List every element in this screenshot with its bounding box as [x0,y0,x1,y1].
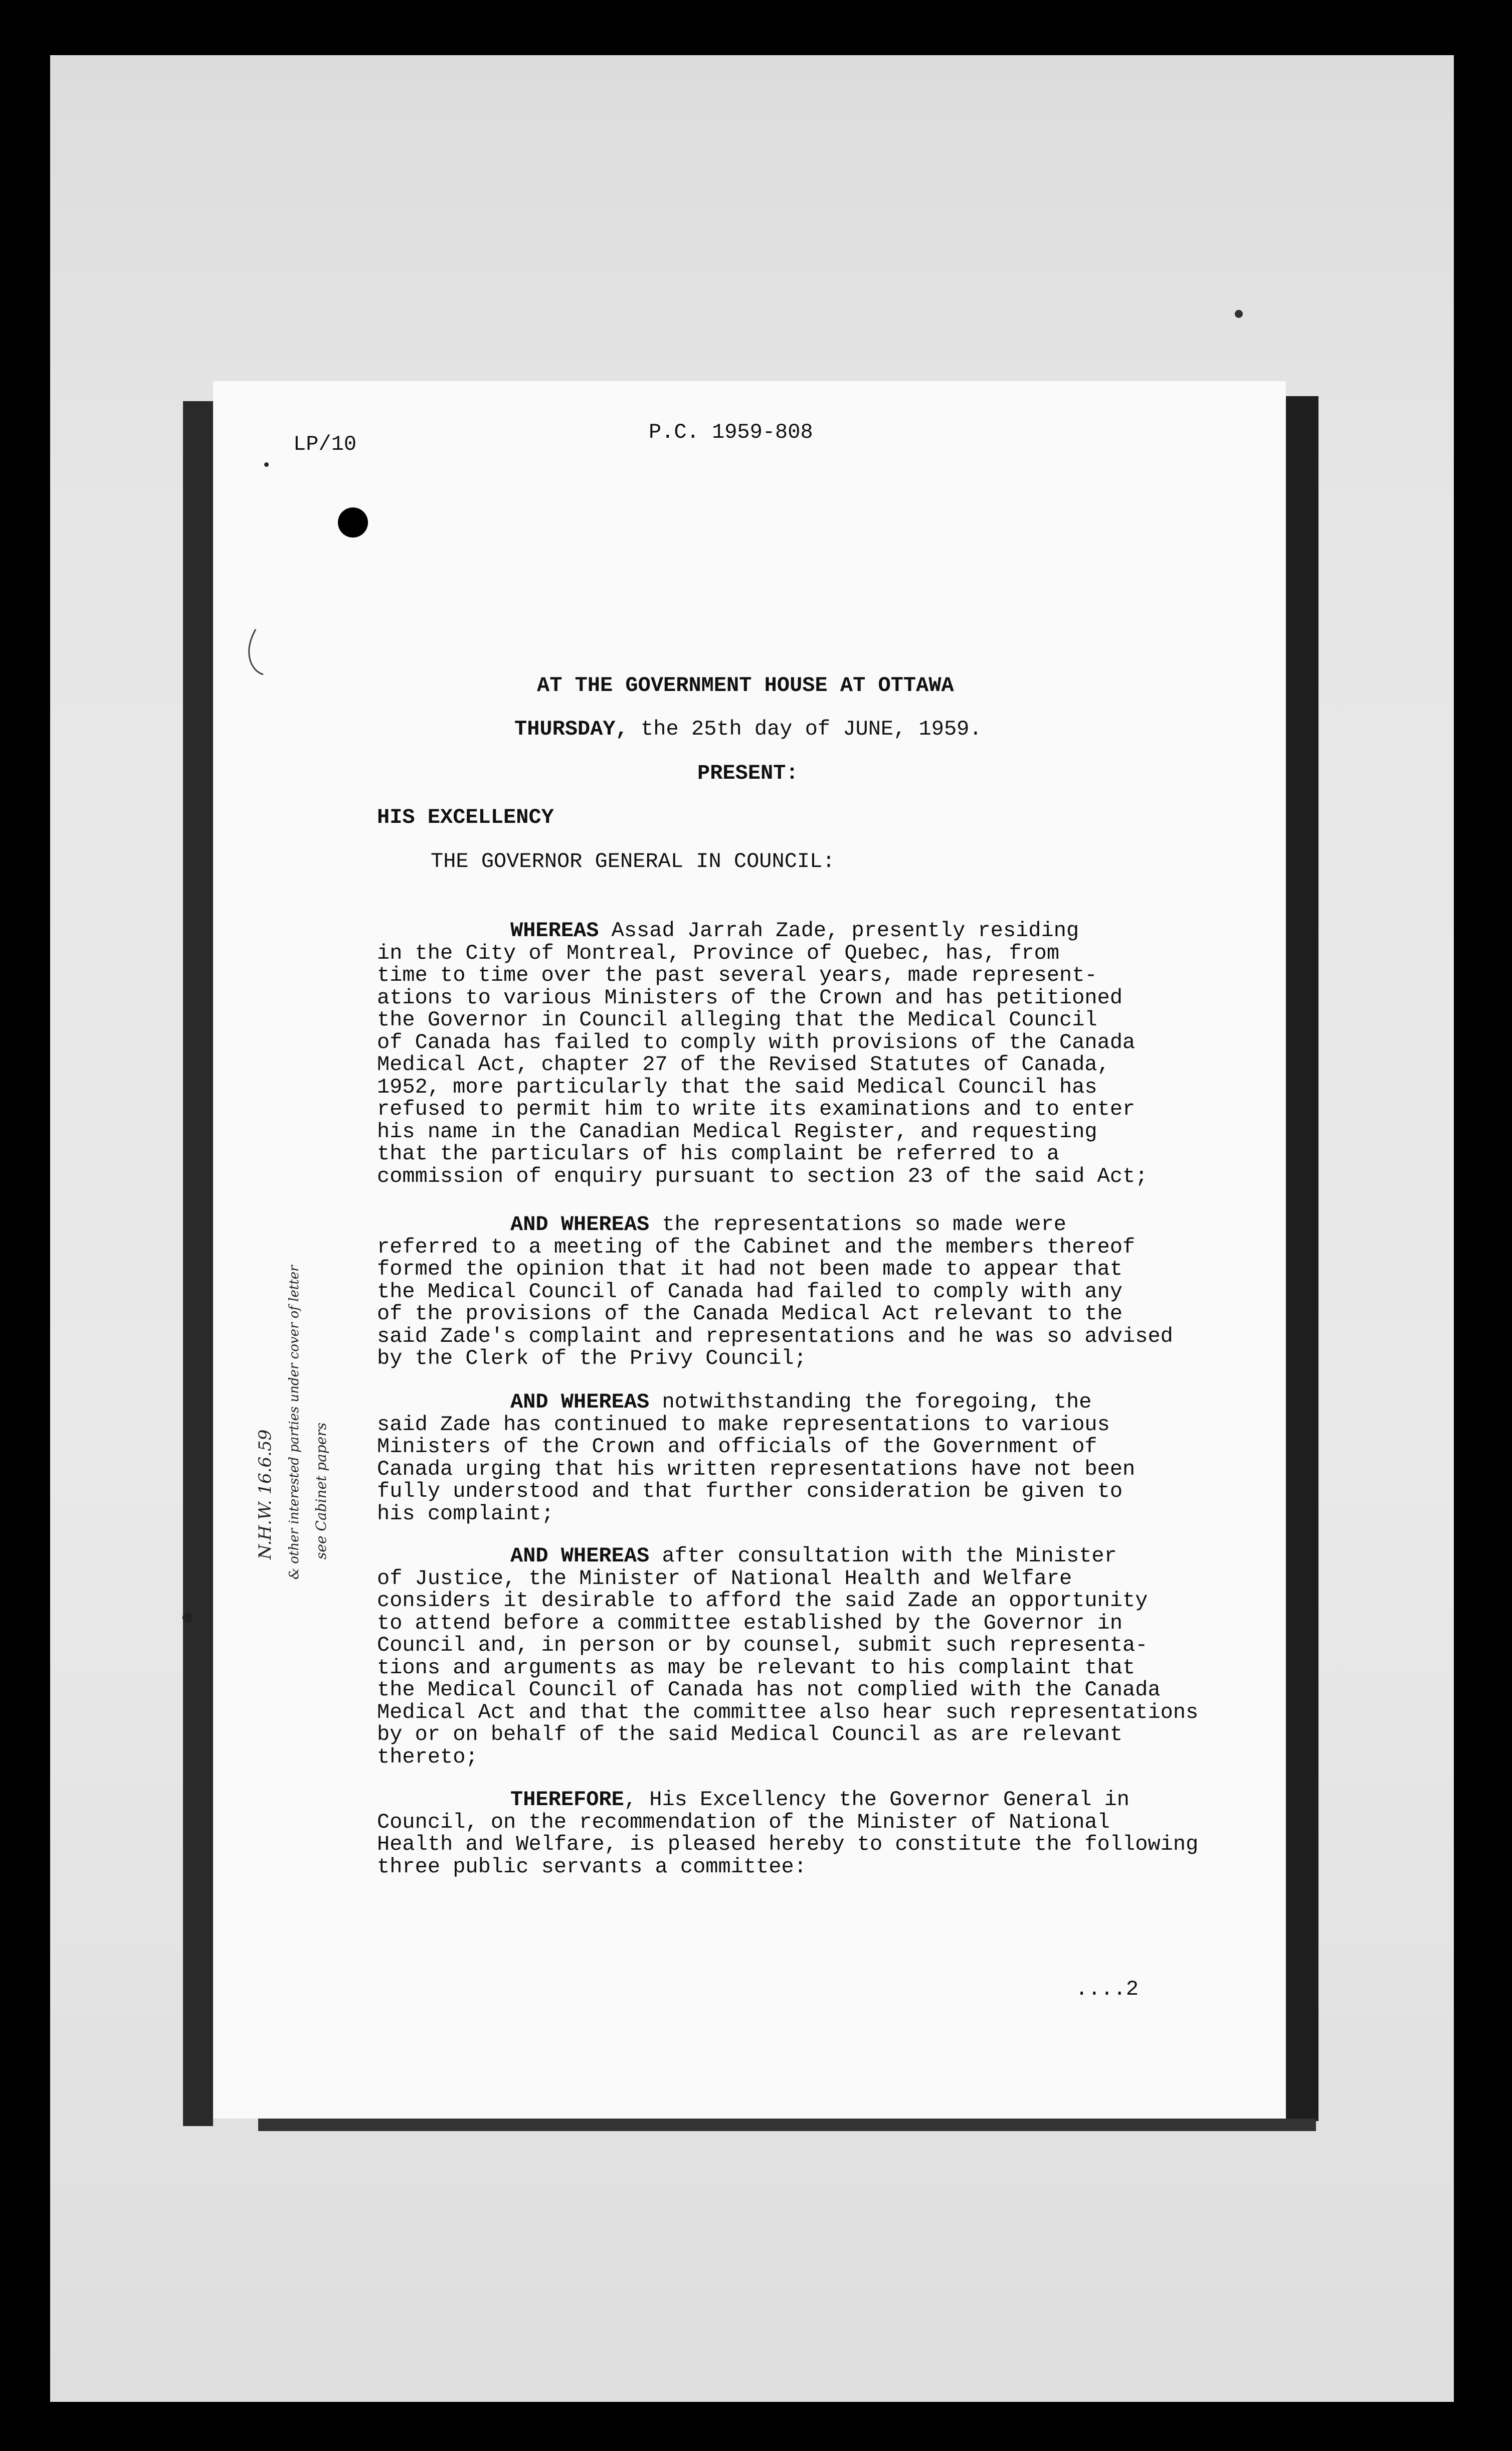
paragraph-line: fully understood and that further consideration be given to [377,1479,1123,1503]
paragraph-line: thereto; [377,1744,478,1769]
paragraph-line: Health and Welfare, is pleased hereby to constitute the following [377,1832,1199,1856]
paragraph-lead: AND WHEREAS [510,1390,650,1414]
paragraph-line: of Justice, the Minister of National Health and Welfare [377,1566,1072,1591]
paragraph-lead: AND WHEREAS [510,1544,650,1568]
paragraph-lead-rest: after consultation with the Minister [649,1544,1117,1568]
paragraph-lead: AND WHEREAS [510,1212,650,1237]
paragraph-first-line [510,1213,1066,1236]
handwriting-line-2: & other interested parties under cover of letter [287,1265,302,1580]
paragraph-line: in the City of Montreal, Province of Quebec, has, from [377,941,1060,965]
location-line: AT THE GOVERNMENT HOUSE AT OTTAWA [537,673,954,697]
handwritten-margin-note [236,1198,376,1590]
paragraph-line: his complaint; [377,1501,554,1526]
paragraph-line: Ministers of the Crown and officials of the Government of [377,1435,1097,1459]
paragraph-line: referred to a meeting of the Cabinet and the members thereof [377,1235,1136,1259]
date-rest: the 25th day of JUNE, 1959. [628,717,982,741]
paragraph-line: the Governor in Council alleging that the Medical Council [377,1008,1097,1032]
paragraph-line: by or on behalf of the said Medical Council as are relevant [377,1722,1123,1746]
paragraph-line: formed the opinion that it had not been made to appear that [377,1257,1123,1281]
paragraph-line: to attend before a committee established by the Governor in [377,1611,1123,1635]
paragraph-line: the Medical Council of Canada had failed to comply with any [377,1279,1123,1304]
paragraph-line: of the provisions of the Canada Medical Act relevant to the [377,1302,1123,1326]
continuation-marker: ....2 [1075,1977,1139,2001]
page-shadow-bottom [258,2119,1316,2131]
paragraph-lead-rest: notwithstanding the foregoing, the [649,1390,1092,1414]
paragraph-line: Medical Act, chapter 27 of the Revised Statutes of Canada, [377,1053,1110,1077]
page-shadow-left [183,401,213,2126]
paragraph-line: said Zade has continued to make representations to various [377,1412,1110,1437]
paragraph-lead-rest: , His Excellency the Governor General in [624,1788,1130,1812]
paragraph-lead-rest: the representations so made were [649,1212,1066,1237]
paragraph-line: considers it desirable to afford the said Zade an opportunity [377,1589,1148,1613]
paragraph-line: 1952, more particularly that the said Medical Council has [377,1075,1097,1099]
date-line [514,717,982,741]
smudge-mark-icon [182,1613,193,1623]
paragraph-lead: THEREFORE [510,1788,624,1812]
paragraph-lead: WHEREAS [510,919,599,943]
paragraph-line: time to time over the past several years, made represent- [377,963,1097,987]
paragraph-first-line [510,920,1079,942]
paragraph-line: refused to permit him to write its examinations and to enter [377,1097,1136,1121]
paragraph-first-line [510,1789,1129,1811]
pencil-mark-icon [241,627,271,677]
paragraph-line: his name in the Canadian Medical Register, and requesting [377,1119,1097,1144]
present-label: PRESENT: [697,761,799,785]
paragraph-first-line [510,1545,1117,1567]
handwriting-icon [236,1198,376,1590]
paragraph-line: Council, on the recommendation of the Minister of National [377,1810,1110,1834]
salutation-line-2: THE GOVERNOR GENERAL IN COUNCIL: [431,849,835,873]
date-day: THURSDAY, [514,717,628,741]
paragraph-line: the Medical Council of Canada has not complied with the Canada [377,1678,1161,1702]
paragraph-first-line [510,1391,1091,1414]
paragraph-line: by the Clerk of the Privy Council; [377,1346,807,1370]
punch-hole-icon [338,507,368,538]
small-mark-icon [264,462,269,467]
handwriting-line-1: N.H.W. 16.6.59 [255,1429,275,1559]
file-reference: LP/10 [293,432,357,456]
paragraph-line: said Zade's complaint and representations and he was so advised [377,1324,1173,1348]
paragraph-line: ations to various Ministers of the Crown and has petitioned [377,985,1123,1010]
handwriting-line-3: see Cabinet papers [313,1422,329,1559]
paragraph-line: that the particulars of his complaint be referred to a [377,1142,1060,1166]
paragraph-line: Canada urging that his written representations have not been [377,1457,1136,1481]
order-number: P.C. 1959-808 [649,420,813,444]
paragraph-lead-rest: Assad Jarrah Zade, presently residing [599,919,1079,943]
paragraph-line: of Canada has failed to comply with provisions of the Canada [377,1030,1136,1055]
paragraph-line: Medical Act and that the committee also hear such representations [377,1700,1199,1724]
scan-speck-icon [1235,310,1243,318]
paragraph-line: tions and arguments as may be relevant to his complaint that [377,1655,1136,1680]
paragraph-line: Council and, in person or by counsel, submit such representa- [377,1633,1148,1657]
page-shadow-right [1286,396,1318,2121]
paragraph-line: three public servants a committee: [377,1854,807,1879]
paragraph-line: commission of enquiry pursuant to section 23 of the said Act; [377,1164,1148,1188]
salutation-line-1: HIS EXCELLENCY [377,805,554,829]
